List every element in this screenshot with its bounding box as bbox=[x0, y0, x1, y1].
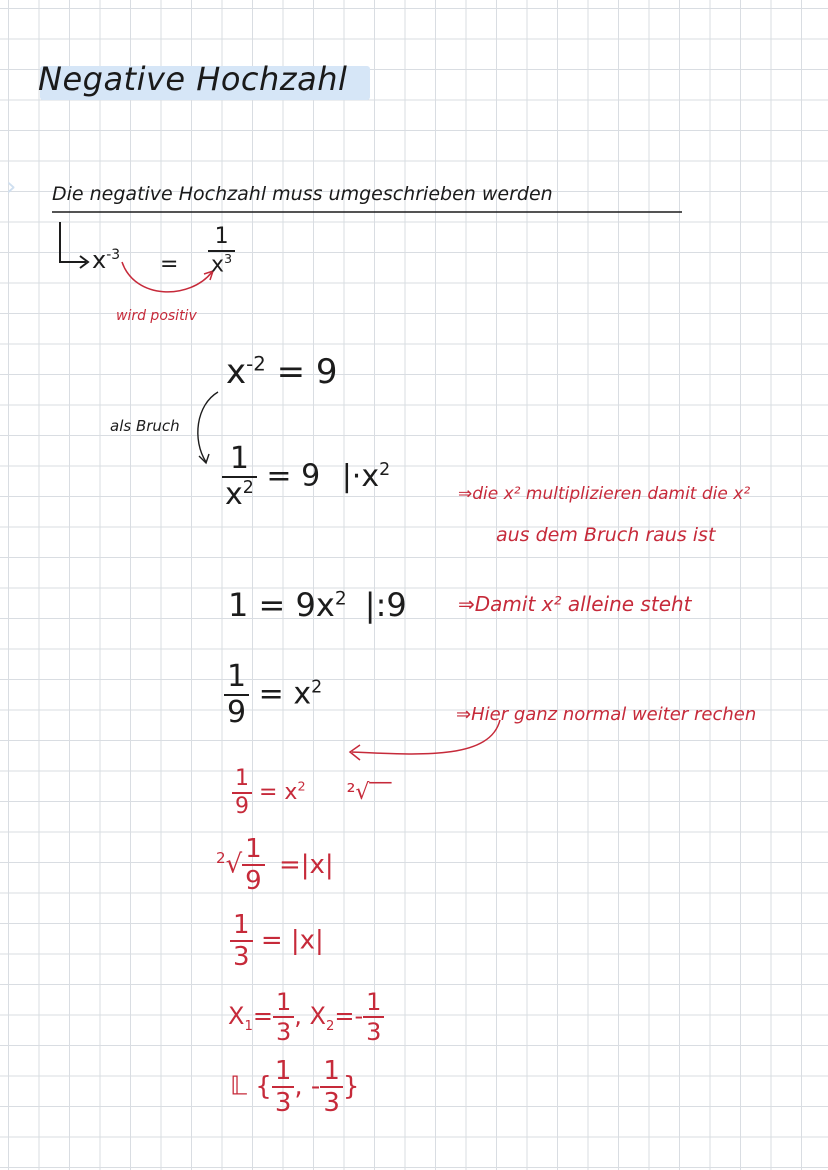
note-multiplizieren-line1: ⇒die x² multiplizieren damit die x² bbox=[458, 484, 751, 504]
step-3: $1 = 9x^2$ |:9 bbox=[228, 586, 407, 624]
note-multiplizieren-line2: aus dem Bruch raus ist bbox=[496, 524, 716, 546]
page-title: Negative Hochzahl bbox=[38, 60, 348, 98]
note-als-bruch: als Bruch bbox=[110, 417, 180, 435]
chevron-icon: › bbox=[6, 172, 17, 202]
note-weiter-rechnen: ⇒Hier ganz normal weiter rechen bbox=[456, 704, 757, 725]
step-8-solutions: $X_1=$ $\frac{1}{3}$ , $X_2=-$ $\frac{1}{3}$ bbox=[228, 990, 384, 1044]
step-1: $x^{-2} = 9$ bbox=[226, 352, 338, 392]
step-7: $\frac{1}{3}$ = |x| bbox=[230, 912, 324, 970]
example-rhs-fraction: $\frac{1}{x^3}$ bbox=[208, 226, 235, 276]
step-4: $\frac{1}{9}$ = $x^2$ bbox=[224, 662, 322, 728]
example-equals: = bbox=[160, 252, 179, 277]
note-wird-positiv: wird positiv bbox=[116, 308, 197, 324]
step-9-solution-set: 𝕃 { $\frac{1}{3}$ , - $\frac{1}{3}$ } bbox=[230, 1056, 360, 1118]
example-lhs: $x^{-3}$ bbox=[92, 246, 121, 274]
note-damit-alleine: ⇒Damit x² alleine steht bbox=[458, 592, 692, 616]
step-6: $^2$√ $\frac{1}{9}$ =|x| bbox=[216, 834, 334, 896]
intro-text: Die negative Hochzahl muss umgeschrieben werden bbox=[52, 183, 553, 205]
step-2: $\frac{1}{x^2}$ = 9 $|\cdot x^2$ bbox=[222, 444, 390, 510]
step-5: $\frac{1}{9}$ = $x^2$ ²√‾‾ bbox=[232, 768, 391, 818]
